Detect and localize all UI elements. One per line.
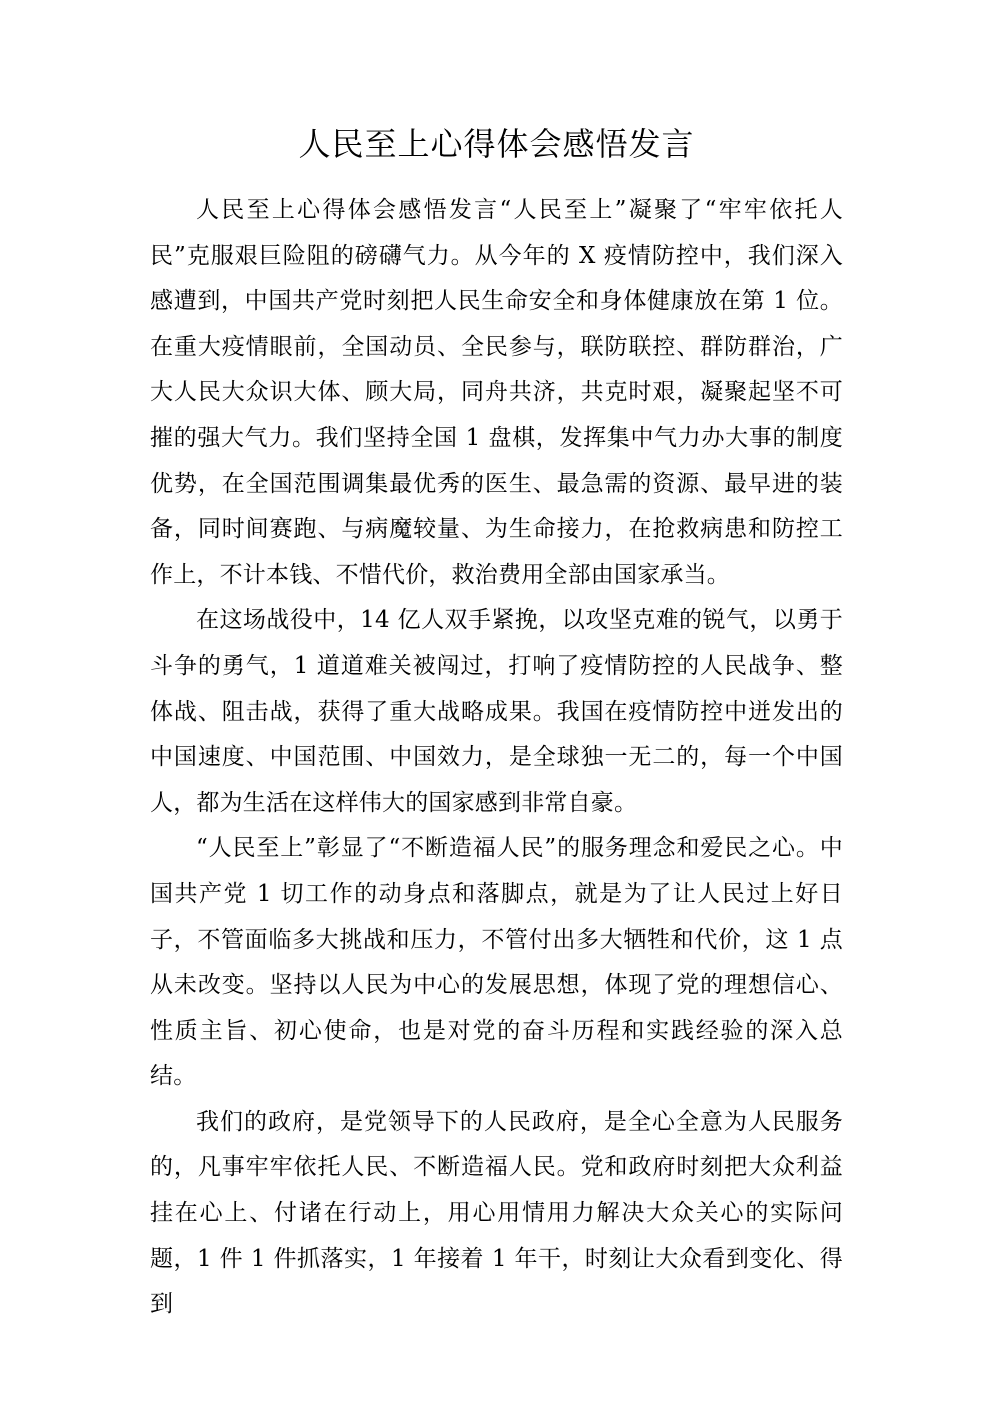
document-body bbox=[150, 188, 843, 1328]
paragraph: “人民至上”彰显了“不断造福人民”的服务理念和爱民之心。中国共产党 1 切工作的动身点和落脚点，就是为了让人民过上好日子，不管面临多大挑战和压力，不管付出多大牺牲和代价，这 1 点从未改变。坚持以人民为中心的发展思想，体现了党的理想信心、性质主旨、初心使命，也是对党的奋斗历程和实践经验的深入总结。 bbox=[150, 835, 843, 1090]
paragraph: 在这场战役中，14 亿人双手紧挽，以攻坚克难的锐气，以勇于斗争的勇气，1 道道难关被闯过，打响了疫情防控的人民战争、整体战、阻击战，获得了重大战略成果。我国在疫情防控中迸发出的中国速度、中国范围、中国效力，是全球独一无二的，每一个中国人，都为生活在这样伟大的国家感到非常自豪。 bbox=[150, 607, 843, 816]
paragraph: 我们的政府，是党领导下的人民政府，是全心全意为人民服务的，凡事牢牢依托人民、不断造福人民。党和政府时刻把大众利益挂在心上、付诸在行动上，用心用情用力解决大众关心的实际问题，1 件 1 件抓落实，1 年接着 1 年干，时刻让大众看到变化、得到 bbox=[150, 1108, 843, 1318]
document-title: 人民至上心得体会感悟发言 bbox=[298, 125, 695, 163]
paragraph: 人民至上心得体会感悟发言“人民至上”凝聚了“牢牢依托人民”克服艰巨险阻的磅礴气力。从今年的 X 疫情防控中，我们深入感遭到，中国共产党时刻把人民生命安全和身体健康放在第 1 位。在重大疫情眼前，全国动员、全民参与，联防联控、群防群治，广大人民大众识大体、顾大局，同舟共济，共克时艰，凝聚起坚不可摧的强大气力。我们坚持全国 1 盘棋，发挥集中气力办大事的制度优势，在全国范围调集最优秀的医生、最急需的资源、最早进的装备，同时间赛跑、与病魔较量、为生命接力，在抢救病患和防控工作上，不计本钱、不惜代价，救治费用全部由国家承当。 bbox=[150, 197, 843, 588]
